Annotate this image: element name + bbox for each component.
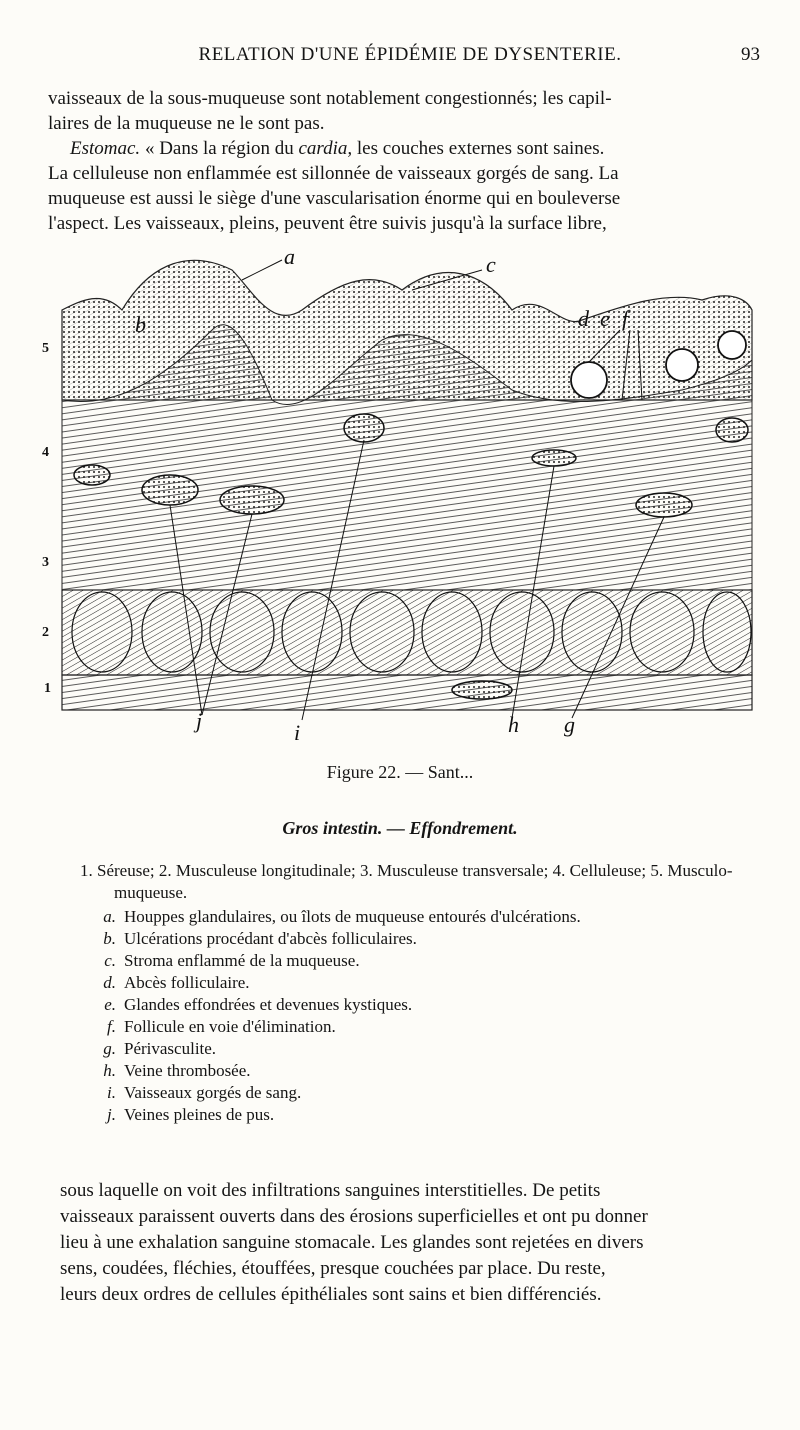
page-number: 93 <box>741 44 760 65</box>
label-i: i <box>294 720 301 745</box>
label-d: d <box>578 306 589 331</box>
layer-number-1: 1 <box>44 681 51 696</box>
text-line: sous laquelle on voit des infiltrations sanguines interstitielles. De petits <box>60 1180 601 1201</box>
legend-layers: 1. Séreuse; 2. Musculeuse longitudinale; 3. Musculeuse transversale; 4. Celluleuse; 5. Musculo-muqueuse. <box>80 861 733 902</box>
text-line: l'aspect. Les vaisseaux, pleins, peuvent être suivis jusqu'à la surface libre, <box>48 213 607 234</box>
text-line: vaisseaux paraissent ouverts dans des érosions superficielles et ont pu donner <box>60 1206 648 1227</box>
text-line: laires de la muqueuse ne le sont pas. <box>48 113 325 134</box>
legend-item: e. Glandes effondrées et devenues kystiques. <box>104 995 413 1014</box>
label-a: a <box>284 250 295 269</box>
figure-subtitle: Gros intestin. — Effondrement. <box>282 818 518 838</box>
label-j: j <box>196 708 203 733</box>
legend-item: g. Périvasculite. <box>103 1039 217 1058</box>
label-g: g <box>564 712 575 737</box>
bottom-paragraph <box>60 1178 752 1308</box>
label-h: h <box>508 712 519 737</box>
cardia-term: cardia, <box>298 138 353 159</box>
legend-item: f. Follicule en voie d'élimination. <box>107 1017 336 1036</box>
layer-number-4: 4 <box>42 445 49 460</box>
text-line: leurs deux ordres de cellules épithéliales sont sains et bien différenciés. <box>60 1284 602 1305</box>
label-c: c <box>486 252 496 277</box>
intestine-section-illustration <box>42 250 758 750</box>
layer-number-2: 2 <box>42 625 49 640</box>
legend-item: b. Ulcérations procédant d'abcès folliculaires. <box>103 929 417 948</box>
histology-figure <box>42 250 758 750</box>
page-header <box>60 44 760 74</box>
legend-item: c. Stroma enflammé de la muqueuse. <box>104 951 360 970</box>
text-line: vaisseaux de la sous-muqueuse sont notablement congestionnés; les capil- <box>48 88 612 109</box>
layer-number-5: 5 <box>42 341 49 356</box>
label-f: f <box>622 306 629 331</box>
label-e: e <box>600 306 610 331</box>
text-line: sens, coudées, fléchies, étouffées, presque couchées par place. Du reste, <box>60 1258 606 1279</box>
figure-legend <box>80 860 760 1126</box>
estomac-label: Estomac. <box>70 138 141 159</box>
text-line: La celluleuse non enflammée est sillonnée de vaisseaux gorgés de sang. La <box>48 163 619 184</box>
top-paragraph <box>48 86 752 236</box>
text-line: Estomac. « Dans la région du cardia, les couches externes sont saines. <box>70 138 605 159</box>
legend-item: h. Veine thrombosée. <box>103 1061 251 1080</box>
legend-item: a. Houppes glandulaires, ou îlots de muqueuse entourés d'ulcérations. <box>103 907 581 926</box>
legend-item: i. Vaisseaux gorgés de sang. <box>107 1083 302 1102</box>
figure-title: Figure 22. — Sant... <box>326 762 474 782</box>
text-line: lieu à une exhalation sanguine stomacale. Les glandes sont rejetées en divers <box>60 1232 644 1253</box>
legend-item: d. Abcès folliculaire. <box>103 973 250 992</box>
legend-item: j. Veines pleines de pus. <box>107 1105 275 1124</box>
label-b: b <box>135 312 146 337</box>
layer-number-3: 3 <box>42 555 49 570</box>
text-line: muqueuse est aussi le siège d'une vascularisation énorme qui en bouleverse <box>48 188 621 209</box>
running-head: RELATION D'UNE ÉPIDÉMIE DE DYSENTERIE. <box>198 44 622 65</box>
